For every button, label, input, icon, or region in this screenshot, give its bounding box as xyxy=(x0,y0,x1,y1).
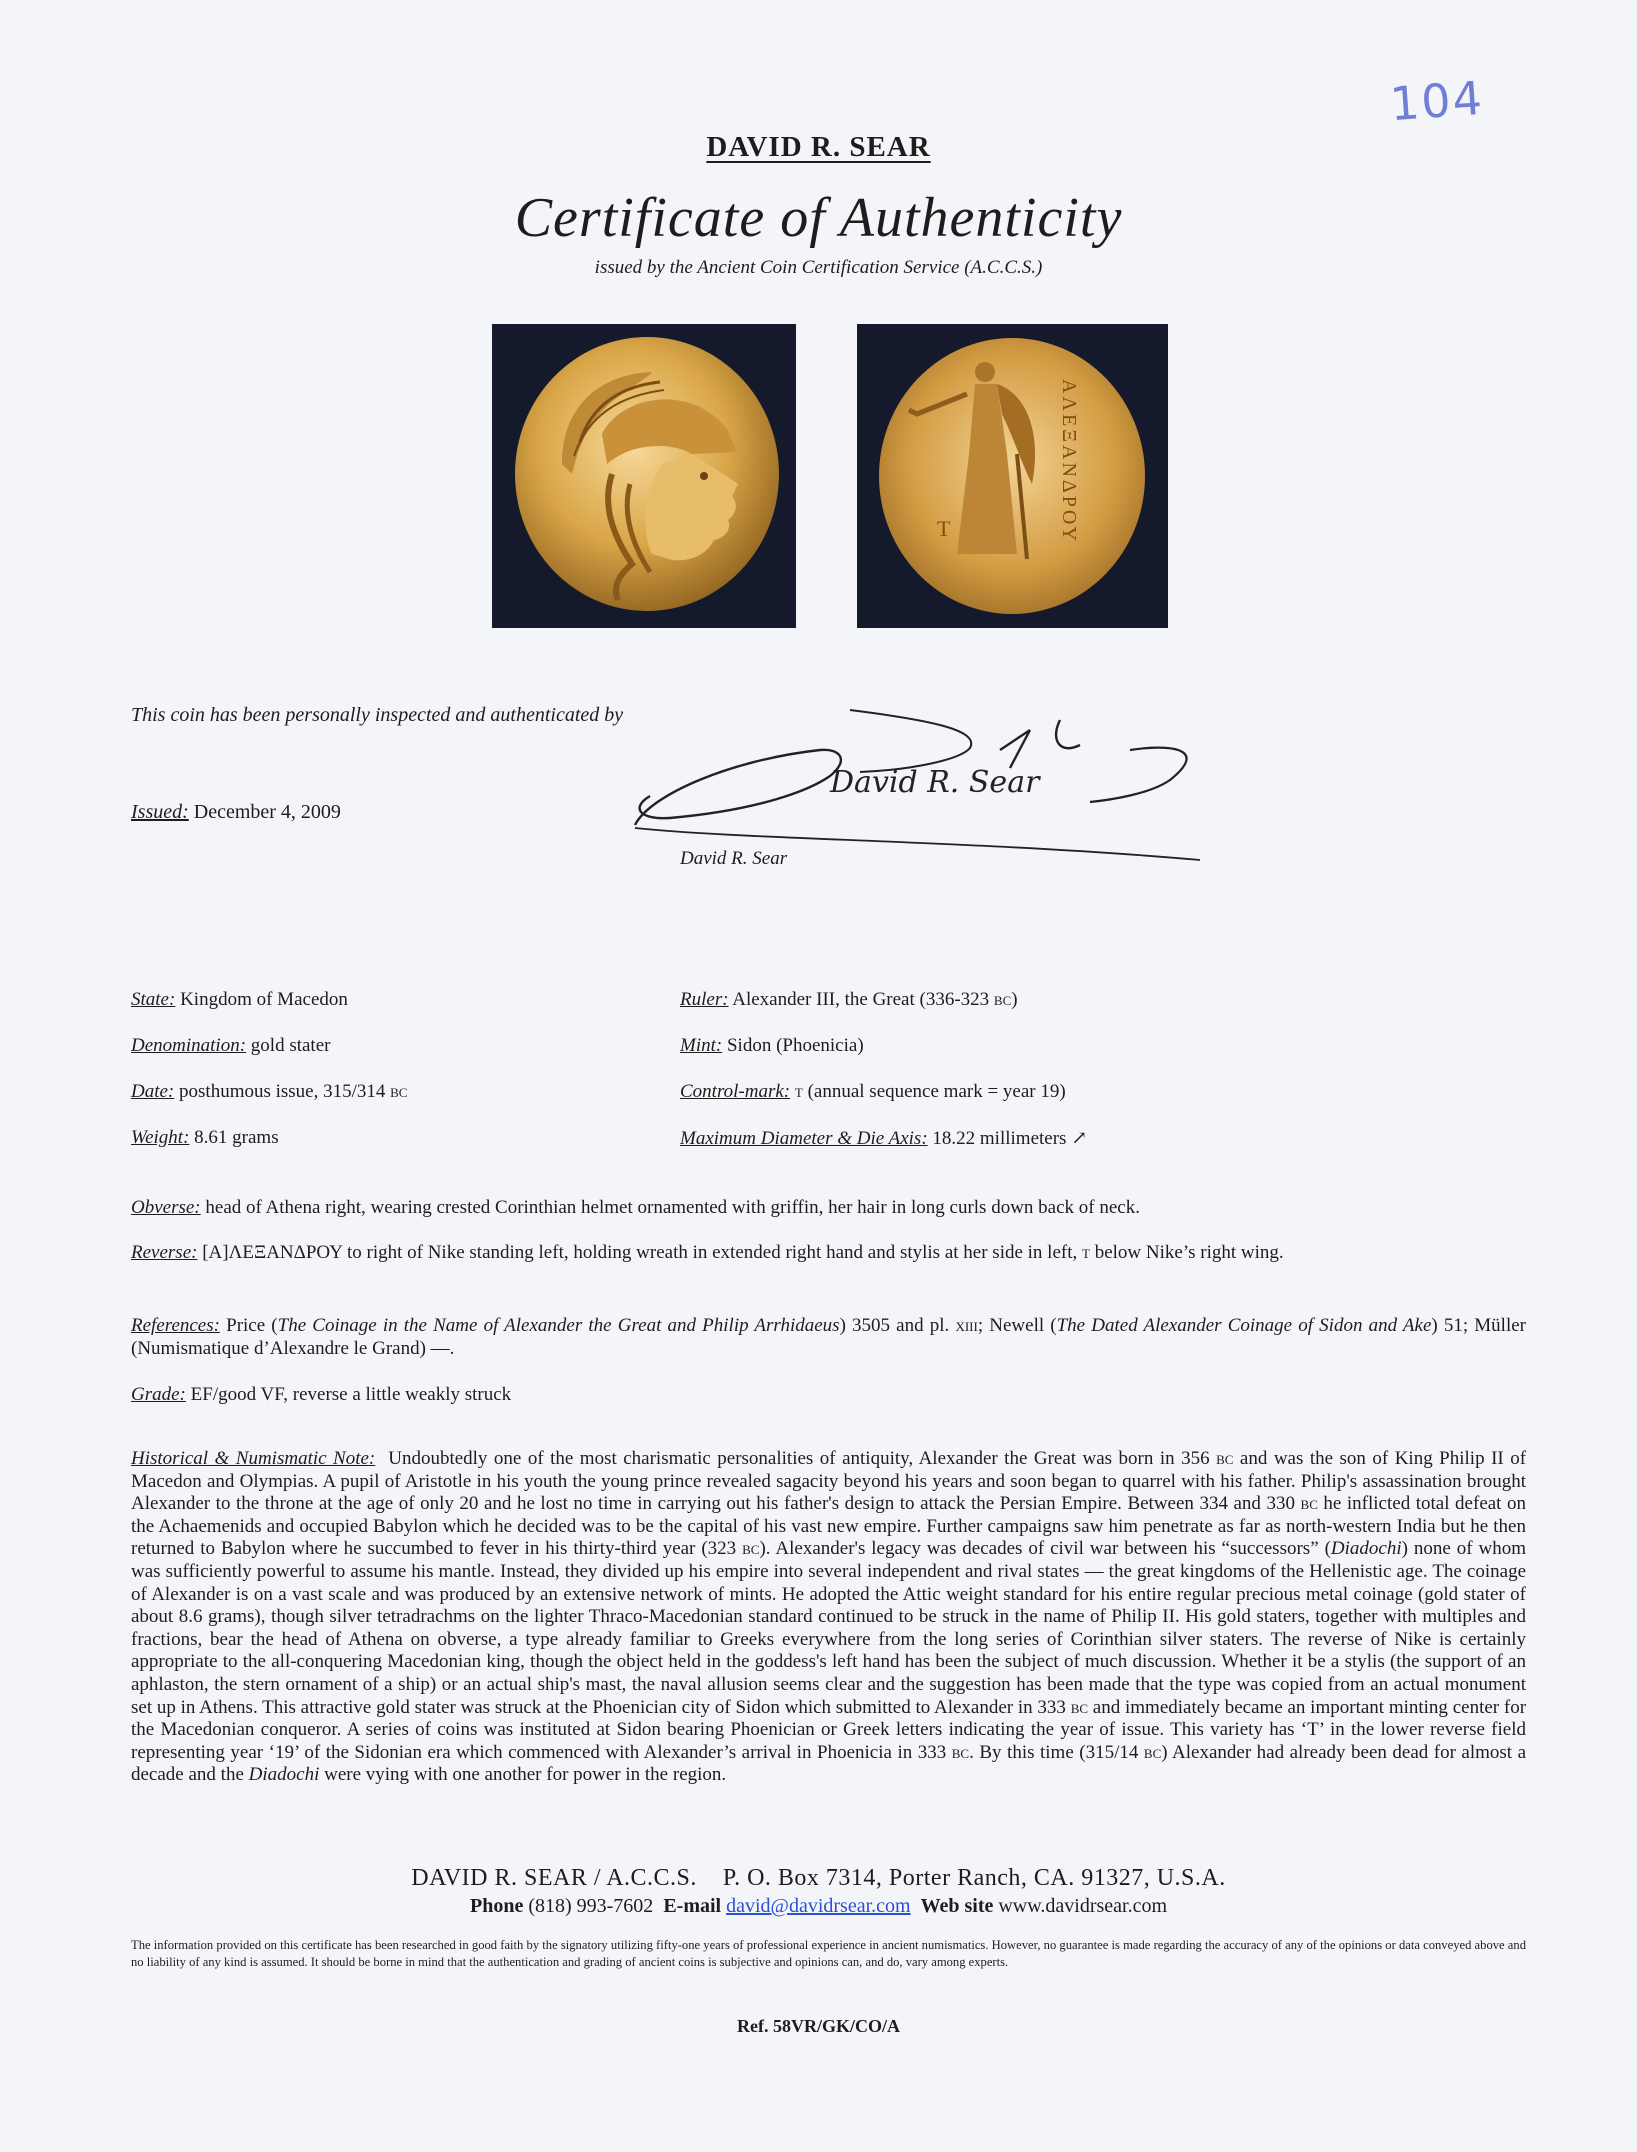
references-label: References: xyxy=(131,1315,220,1336)
weight-value: 8.61 grams xyxy=(194,1127,279,1148)
diameter-field xyxy=(680,1127,1087,1150)
phone-label: Phone xyxy=(469,1895,524,1917)
footer-address: DAVID R. SEAR / A.C.C.S. P. O. Box 7314, Porter Ranch, CA. 91327, U.S.A. xyxy=(411,1865,1226,1891)
date-value: posthumous issue, 315/314 xyxy=(179,1081,386,1102)
state-field xyxy=(131,989,348,1011)
reverse-label: Reverse: xyxy=(131,1242,198,1263)
reverse-text-b: below Nike’s right wing. xyxy=(1094,1242,1284,1263)
note-text-7: . By this time (315/14 xyxy=(969,1741,1139,1763)
reverse-mark-glyph: T xyxy=(937,516,951,541)
obverse-coin-photo xyxy=(492,324,796,628)
note-text-4: ). Alexander's legacy was decades of civil war between his “successors” ( xyxy=(759,1538,1331,1560)
weight-field xyxy=(131,1127,279,1149)
obverse-label: Obverse: xyxy=(131,1197,201,1218)
note-era-2: bc xyxy=(1300,1493,1318,1515)
references-title-newell: The Dated Alexander Coinage of Sidon and Ake xyxy=(1056,1315,1432,1336)
references-title-price: The Coinage in the Name of Alexander the Great and Philip Arrhidaeus xyxy=(277,1315,840,1336)
footer-contact xyxy=(0,1895,1637,1918)
date-label: Date: xyxy=(131,1081,175,1102)
certificate-title: Certificate of Authenticity xyxy=(514,187,1123,249)
control-mark-label: Control-mark: xyxy=(680,1081,791,1102)
date-field xyxy=(131,1081,407,1103)
denomination-value: gold stater xyxy=(250,1035,331,1056)
control-mark-value: (annual sequence mark = year 19) xyxy=(807,1081,1066,1102)
denomination-label: Denomination: xyxy=(131,1035,247,1056)
ruler-field xyxy=(680,989,1018,1011)
certificate-subtitle: issued by the Ancient Coin Certification Service (A.C.C.S.) xyxy=(594,257,1043,278)
reverse-legend: [Α]ΛΕΞΑΝΔΡΟΥ xyxy=(202,1242,343,1263)
issued-line xyxy=(131,801,341,824)
ruler-suffix: ) xyxy=(1011,989,1018,1010)
handwritten-number: 104 xyxy=(1388,70,1486,132)
issued-date: December 4, 2009 xyxy=(193,801,341,823)
references xyxy=(131,1315,1526,1360)
historical-note-label: Historical & Numismatic Note: xyxy=(131,1448,376,1469)
website-link[interactable]: www.davidrsear.com xyxy=(998,1895,1168,1917)
note-text-8: ) Alexander had already been dead for almost a decade and the xyxy=(131,1741,1527,1786)
grade-value: EF/good VF, reverse a little weakly struck xyxy=(190,1384,512,1405)
signer-name: David R. Sear xyxy=(680,848,788,869)
note-era-5: bc xyxy=(951,1741,970,1763)
note-text-9: were vying with one another for power in the region. xyxy=(324,1764,727,1786)
grade-label: Grade: xyxy=(131,1384,186,1405)
ruler-era: bc xyxy=(993,989,1012,1010)
note-diadochi-2: Diadochi xyxy=(248,1764,320,1786)
reverse-legend-glyphs: ΑΛΕΞΑΝΔΡΟΥ xyxy=(1058,379,1080,544)
email-link[interactable]: david@davidrsear.com xyxy=(726,1895,911,1917)
reference-code: Ref. 58VR/GK/CO/A xyxy=(737,2016,900,2036)
website-label: Web site xyxy=(920,1895,994,1917)
diameter-value: 18.22 millimeters xyxy=(932,1128,1067,1149)
note-era-4: bc xyxy=(1070,1696,1089,1718)
phone-number: (818) 993-7602 xyxy=(528,1895,654,1917)
note-era-6: bc xyxy=(1143,1741,1162,1763)
reverse-coin-photo xyxy=(857,324,1168,628)
date-era: bc xyxy=(390,1081,408,1102)
note-diadochi-1: Diadochi xyxy=(1330,1538,1402,1560)
obverse-text: head of Athena right, wearing crested Corinthian helmet ornamented with griffin, her hair in long curls down back of neck. xyxy=(205,1197,1140,1218)
signature-text: David R. Sear xyxy=(830,765,1040,800)
control-mark-letter: t xyxy=(794,1081,803,1102)
grade xyxy=(131,1384,1526,1407)
references-text-4: ) 51; Müller (Numismatique d’Alexandre le Grand) —. xyxy=(131,1315,1526,1359)
note-era-3: bc xyxy=(742,1538,760,1560)
reverse-description xyxy=(131,1242,1526,1265)
obverse-description xyxy=(131,1197,1526,1220)
note-text-3: he inflicted total defeat on the Achaemenids and occupied Babylon which he decided was to be the capital of his vast new empire. Further campaigns saw him penetrate as far as north-western India but he then returned to Babylon where he succumbed to fever in his thirty-third year (323 xyxy=(131,1493,1527,1560)
ruler-value: Alexander III, the Great (336-323 xyxy=(732,989,990,1010)
note-text-6: and immediately became an important minting center for the Macedonian conqueror. A series of coins was instituted at Sidon bearing Phoenician or Greek letters indicating the year of issue. This variety has ‘T’ in the lower reverse field representing year ‘19’ of the Sidonian era which commenced with Alexander’s arrival in Phoenicia in 333 xyxy=(131,1696,1527,1763)
note-text-1: Undoubtedly one of the most charismatic personalities of antiquity, Alexander the Great was born in 356 xyxy=(388,1448,1210,1469)
reverse-coin-illustration xyxy=(857,324,1168,628)
inspection-statement: This coin has been personally inspected and authenticated by xyxy=(131,704,624,726)
note-era-1: bc xyxy=(1216,1448,1234,1469)
note-text-5: ) none of whom was sufficiently powerful to assume his mantle. Instead, they divided up his empire into several independent and rival states — the great kingdoms of the Hellenistic age. The coinage of Alexander is on a vast scale and was produced by an extensive network of mints. He adopted the Attic weight standard for his entire regular precious metal coinage (gold stater of about 8.6 grams), though silver tetradrachms on the lighter Thraco-Macedonian standard continued to be struck in the name of Philip II. His gold staters, together with multiples and fractions, bear the head of Athena on obverse, a type already familiar to Greeks everywhere from the long series of Corinthian silver staters. The reverse of Nike is certainly appropriate to the all-conquering Macedonian king, though the object held in the goddess's left hand has been the subject of much discussion. Whether it be a stylis (the support of an aphlaston, the stern ornament of a ship) or an actual ship's mast, the naval allusion seems clear and the suggestion has been made that the type was copied from an actual monument set up in Athens. This attractive gold stater was struck at the Phoenician city of Sidon which submitted to Alexander in 333 xyxy=(131,1538,1527,1718)
brand-name: DAVID R. SEAR xyxy=(706,131,931,163)
control-mark-field xyxy=(680,1081,1066,1103)
denomination-field xyxy=(131,1035,330,1057)
mint-value: Sidon (Phoenicia) xyxy=(726,1035,864,1056)
reverse-text-a: to right of Nike standing left, holding wreath in extended right hand and stylis at her side in left, xyxy=(346,1242,1078,1263)
reverse-mark: t xyxy=(1082,1242,1090,1263)
obverse-coin-illustration xyxy=(492,324,796,628)
note-text-2: and was the son of King Philip II of Macedon and Olympias. A pupil of Aristotle in his youth the young prince revealed sagacity beyond his years and soon began to quarrel with his father. Philip's assassination brought Alexander to the throne at the age of only 20 and he lost no time in carrying out his father's design to attack the Persian Empire. Between 334 and 330 xyxy=(131,1448,1527,1515)
ruler-label: Ruler: xyxy=(680,989,729,1010)
references-text-2: ) 3505 and pl. xyxy=(839,1315,950,1336)
references-text-1: Price ( xyxy=(226,1315,278,1336)
weight-label: Weight: xyxy=(131,1127,190,1148)
mint-field xyxy=(680,1035,864,1057)
issued-label: Issued: xyxy=(131,801,189,823)
references-text-3: ; Newell ( xyxy=(977,1315,1057,1336)
references-plate: xiii xyxy=(955,1315,978,1336)
die-axis-arrow-icon: ↗ xyxy=(1071,1128,1088,1149)
email-label: E-mail xyxy=(663,1895,722,1917)
historical-note xyxy=(131,1448,1526,1787)
mint-label: Mint: xyxy=(680,1035,723,1056)
state-value: Kingdom of Macedon xyxy=(180,989,348,1010)
disclaimer: The information provided on this certificate has been researched in good faith by the signatory utilizing fifty-one years of professional experience in ancient numismatics. However, no guarantee is made regarding the accuracy of any of the opinions or data conveyed above and no liability of any kind is assumed. It should be borne in mind that the authentication and grading of ancient coins is subjective and opinions can, and do, vary among experts. xyxy=(131,1938,1526,1969)
diameter-label: Maximum Diameter & Die Axis: xyxy=(680,1128,928,1149)
state-label: State: xyxy=(131,989,176,1010)
